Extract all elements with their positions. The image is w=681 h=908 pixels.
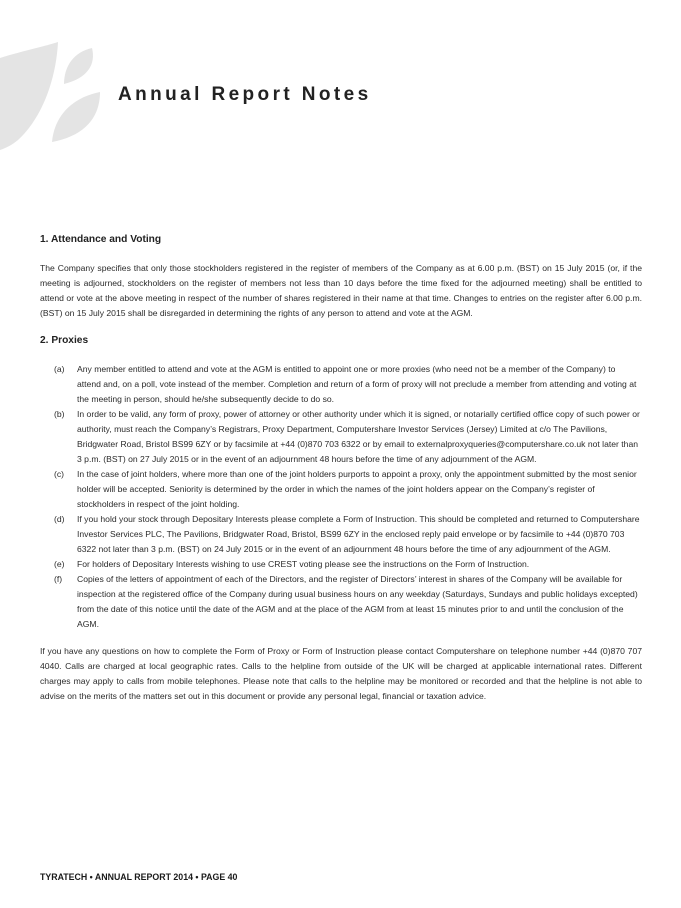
list-item-label: (e) xyxy=(54,559,65,569)
list-item-label: (f) xyxy=(54,574,63,584)
proxies-list xyxy=(40,362,642,632)
list-item-text: In order to be valid, any form of proxy, power of attorney or other authority under which it is signed, or notarially certified office copy of such power or authority, must reach the Company’s Registrars, Proxy Department, Computershare Investor Services (Jersey) Limited at c/o The Pavilions, Bridgwater Road, Bristol BS99 6ZY or by facsimile at +44 (0)870 703 6322 or by email to externalproxyqueries@computershare.co.uk not later than 3 p.m. (BST) on 27 July 2015 or in the event of an adjournment 48 hours before the time of any adjournment of the AGM. xyxy=(77,409,640,464)
list-item xyxy=(40,572,642,632)
list-item-text: For holders of Depositary Interests wishing to use CREST voting please see the instructions on the Form of Instruction. xyxy=(77,559,530,569)
list-item xyxy=(40,467,642,512)
leaf-shape-top xyxy=(64,48,93,84)
leaf-shape-left xyxy=(0,42,58,150)
section-heading-proxies: 2. Proxies xyxy=(40,335,89,346)
helpline-paragraph: If you have any questions on how to complete the Form of Proxy or Form of Instruction please contact Computershare on telephone number +44 (0)870 707 4040. Calls are charged at local geographic rates. Calls to the helpline from outside of the UK will be charged at applicable international rates. Different charges may apply to calls from mobile telephones. Please note that calls to the helpline may be monitored or recorded and that the helpline is not able to advise on the merits of the matters set out in this document or provide any personal legal, financial or taxation advice. xyxy=(40,646,642,701)
list-item-label: (b) xyxy=(54,409,65,419)
list-item-text: If you hold your stock through Depositary Interests please complete a Form of Instruction. This should be completed and returned to Computershare Investor Services PLC, The Pavilions, Bridgwater Road, Bristol, BS99 6ZY in the enclosed reply paid envelope or by facsimile to +44 (0)870 703 6322 not later than 3 p.m. (BST) on 24 July 2015 or in the event of an adjournment 48 hours before the time of any adjournment of the AGM. xyxy=(77,514,640,554)
list-item xyxy=(40,512,642,557)
list-item-text: Copies of the letters of appointment of each of the Directors, and the register of Directors’ interest in shares of the Company will be available for inspection at the registered office of the Company during usual business hours on any weekday (Saturdays, Sundays and public holidays excepted) from the date of this notice until the date of the AGM and at the place of the AGM from at least 15 minutes prior to and until the conclusion of the AGM. xyxy=(77,574,638,629)
list-item xyxy=(40,557,642,572)
page-footer: TYRATECH • ANNUAL REPORT 2014 • PAGE 40 xyxy=(40,872,238,882)
decorative-leaf-shapes xyxy=(0,0,110,170)
list-item-label: (a) xyxy=(54,364,65,374)
list-item-label: (c) xyxy=(54,469,65,479)
page-title: Annual Report Notes xyxy=(118,84,372,105)
list-item xyxy=(40,362,642,407)
list-item xyxy=(40,407,642,467)
list-item-text: Any member entitled to attend and vote at the AGM is entitled to appoint one or more proxies (who need not be a member of the Company) to attend and, on a poll, vote instead of the member. Completion and return of a form of proxy will not preclude a member from attending and voting at the meeting in person, should he/she subsequently decide to do so. xyxy=(77,364,637,404)
attendance-paragraph: The Company specifies that only those stockholders registered in the register of members of the Company as at 6.00 p.m. (BST) on 15 July 2015 (or, if the meeting is adjourned, stockholders on the register of members not less than 10 days before the time fixed for the adjourned meeting) shall be entitled to attend or vote at the above meeting in respect of the number of shares registered in their name at that time. Changes to entries on the register after 6.00 p.m. (BST) on 15 July 2015 shall be disregarded in determining the rights of any person to attend and vote at the AGM. xyxy=(40,263,642,318)
list-item-text: In the case of joint holders, where more than one of the joint holders purports to appoint a proxy, only the appointment submitted by the most senior holder will be accepted. Seniority is determined by the order in which the names of the joint holders appear on the Company’s register of stockholders in respect of the joint holding. xyxy=(77,469,637,509)
list-item-label: (d) xyxy=(54,514,65,524)
document-body xyxy=(40,234,642,718)
section-heading-attendance: 1. Attendance and Voting xyxy=(40,234,162,245)
leaf-shape-bottom xyxy=(52,92,100,142)
